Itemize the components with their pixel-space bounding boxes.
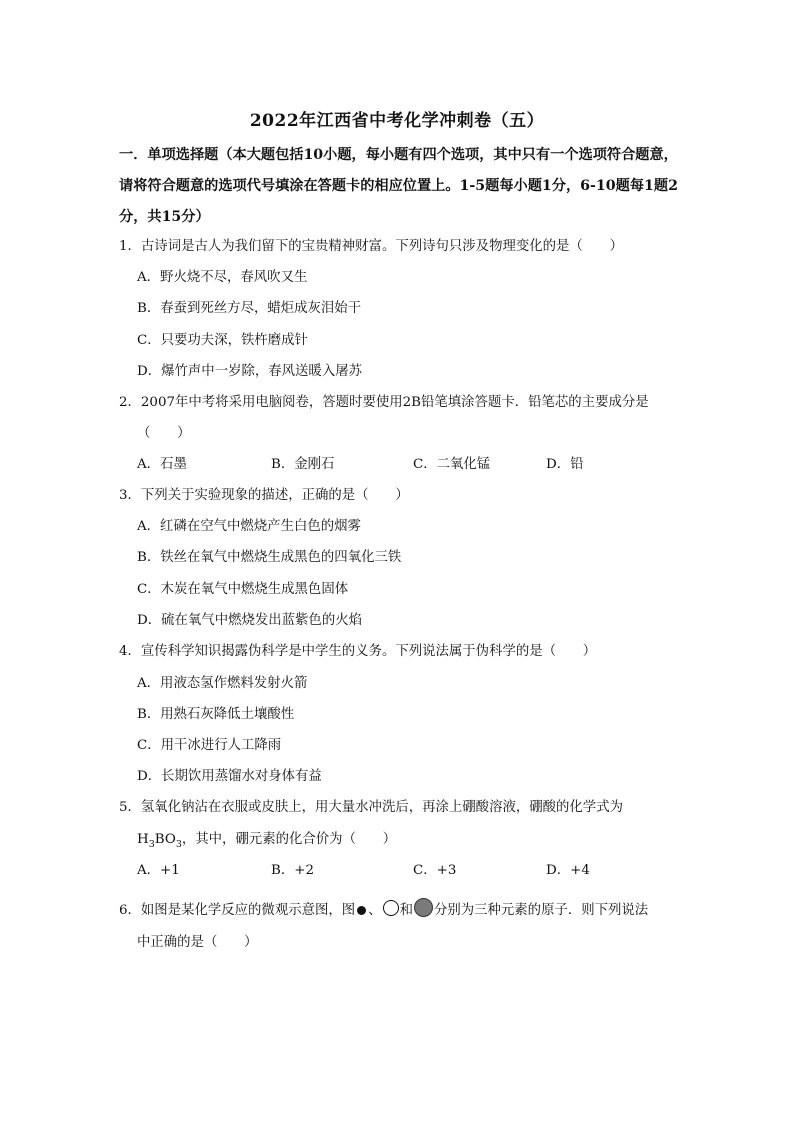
question-1-option-d: D．爆竹声中一岁除，春风送暖入屠苏 [137, 364, 362, 379]
question-3-stem: 3．下列关于实验现象的描述，正确的是（ ） [119, 488, 409, 503]
question-5-stem-line-2 [137, 830, 396, 851]
question-5-stem: 5．氢氧化钠沾在衣服或皮肤上，用大量水冲洗后，再涂上硼酸溶液，硼酸的化学式为 [119, 800, 623, 815]
question-5-option-b: B．+2 [271, 863, 314, 878]
section-heading-line-2: 请将符合题意的选项代号填涂在答题卡的相应位置上。1-5题每小题1分，6-10题每1题2 [119, 178, 678, 194]
boric-acid-formula-bo: BO [154, 832, 176, 847]
question-6-stem [119, 901, 648, 921]
question-5-stem-rest: ，其中，硼元素的化合价为（ ） [181, 832, 397, 847]
question-2-option-c: C．二氧化锰 [413, 457, 491, 472]
question-3-option-d: D．硫在氧气中燃烧发出蓝紫色的火焰 [137, 613, 362, 628]
boric-acid-formula-h: H [137, 832, 149, 847]
question-2-option-a: A．石墨 [137, 457, 187, 472]
question-5-option-c: C．+3 [413, 863, 457, 878]
question-6-stem-line-2: 中正确的是（ ） [137, 935, 258, 950]
question-5-option-d: D．+4 [546, 863, 590, 878]
black-atom-icon [357, 906, 366, 915]
question-2-option-b: B．金刚石 [271, 457, 335, 472]
question-6-stem-start: 6．如图是某化学反应的微观示意图，图 [119, 903, 356, 918]
section-heading-line-3: 分，共15分） [119, 209, 210, 225]
question-4-option-c: C．用干冰进行人工降雨 [137, 738, 282, 753]
question-1-option-a: A．野火烧不尽，春风吹又生 [137, 270, 308, 285]
question-3-option-c: C．木炭在氧气中燃烧生成黑色固体 [137, 582, 349, 597]
question-4-option-b: B．用熟石灰降低土壤酸性 [137, 707, 295, 722]
page-title: 2022年江西省中考化学冲刺卷（五） [249, 111, 545, 131]
section-heading-line-1: 一．单项选择题（本大题包括10小题，每小题有四个选项，其中只有一个选项符合题意， [119, 147, 678, 163]
boric-acid-formula-bo-subscript: 3 [175, 839, 182, 850]
question-1-option-b: B．春蚕到死丝方尽，蜡炬成灰泪始干 [137, 301, 362, 316]
question-6-separator-1: 、 [368, 903, 382, 918]
question-2-option-d: D．铅 [546, 457, 584, 472]
question-6-separator-2: 和 [399, 903, 413, 918]
question-2-stem: 2．2007年中考将采用电脑阅卷，答题时要使用2B铅笔填涂答题卡．铅笔芯的主要成分是 [119, 395, 649, 410]
gray-atom-icon [414, 898, 433, 917]
question-1-stem: 1．古诗词是古人为我们留下的宝贵精神财富。下列诗句只涉及物理变化的是（ ） [119, 239, 623, 254]
question-5-option-a: A．+1 [137, 863, 180, 878]
question-1-option-c: C．只要功夫深，铁杵磨成针 [137, 333, 308, 348]
boric-acid-formula-h-subscript: 3 [148, 839, 155, 850]
question-3-option-a: A．红磷在空气中燃烧产生白色的烟雾 [137, 519, 361, 534]
white-atom-icon [383, 900, 399, 916]
question-4-stem: 4．宣传科学知识揭露伪科学是中学生的义务。下列说法属于伪科学的是（ ） [119, 644, 597, 659]
question-3-option-b: B．铁丝在氧气中燃烧生成黑色的四氧化三铁 [137, 550, 402, 565]
question-2-stem-bracket: （ ） [137, 426, 191, 441]
question-4-option-a: A．用液态氢作燃料发射火箭 [137, 676, 308, 691]
question-6-stem-end: 分别为三种元素的原子．则下列说法 [433, 903, 649, 918]
question-4-option-d: D．长期饮用蒸馏水对身体有益 [137, 769, 322, 784]
